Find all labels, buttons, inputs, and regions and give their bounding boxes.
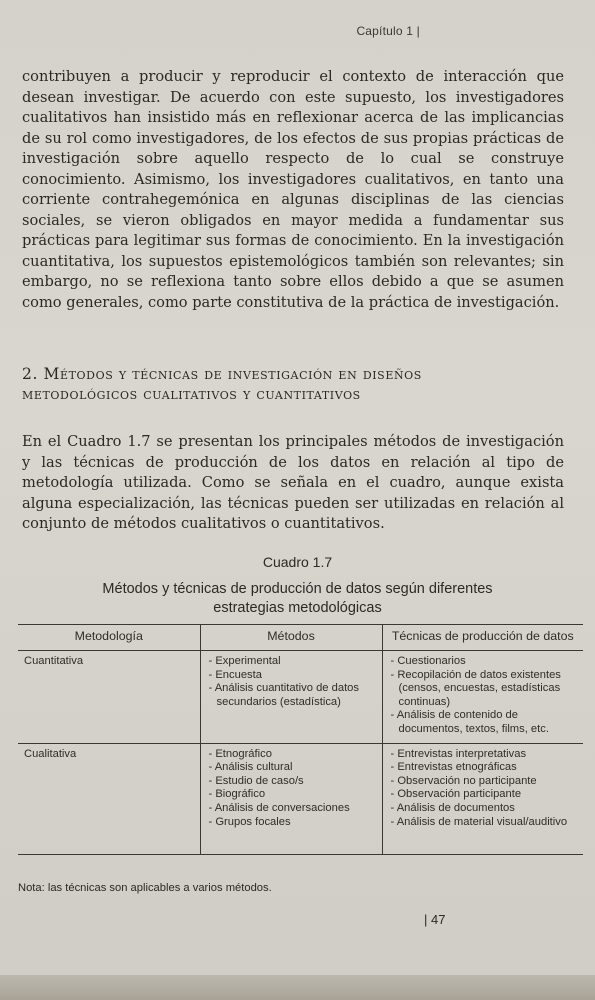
cell-techniques <box>382 743 583 854</box>
list-item: - Entrevistas interpretativas <box>390 747 527 760</box>
list-item: - Grupos focales <box>208 815 291 828</box>
cell-methods <box>200 743 382 854</box>
list-item: - Encuesta <box>208 668 262 681</box>
list-item: - Etnográfico <box>208 747 272 760</box>
list-item: - Observación participante <box>390 788 522 801</box>
table-number: Cuadro 1.7 <box>262 554 333 570</box>
table-header-row <box>18 625 583 651</box>
cell-methods <box>200 651 382 744</box>
cell-methodology: Cuantitativa <box>18 651 200 744</box>
list-item: - Recopilación de datos existentes (censos, encuestas, estadísticas continuas) <box>390 668 561 708</box>
page-number: | 47 <box>424 912 446 927</box>
header-methodology: Metodología <box>18 625 200 651</box>
list-item: - Cuestionarios <box>390 655 466 667</box>
table-note: Nota: las técnicas son aplicables a varios métodos. <box>18 882 272 894</box>
body-paragraph-1: contribuyen a producir y reproducir el contexto de interacción que desean investigar. De acuerdo con este supuesto, los investigadores cualitativos han insistido más en reflexionar acerca de las implicancias de su rol como investigadores, de los efectos de sus propias prácticas de investigación sobre aquello respecto de lo cual se construye conocimiento. Asimismo, los investigadores cualitativos, en tanto una corriente contrahegemónica en algunas disciplinas de las ciencias sociales, se vieron obligados en mayor medida a fundamentar sus prácticas para legitimar sus formas de conocimiento. En la investigación cuantitativa, los supuestos epistemológicos también son relevantes; sin embargo, no se reflexiona tanto sobre ellos debido a que se asumen como generales, como parte constitutiva de la práctica de investigación. <box>22 68 564 311</box>
list-item: - Análisis de documentos <box>390 801 515 814</box>
running-header: Capítulo 1 | <box>356 24 420 38</box>
list-item: - Análisis de material visual/auditivo <box>390 815 568 828</box>
list-item: - Biográfico <box>208 788 266 801</box>
list-item: - Análisis cultural <box>208 761 293 774</box>
page-edge <box>0 975 595 1000</box>
table-row <box>18 651 583 744</box>
section-heading: 2. Métodos y técnicas de investigación en diseños metodológicos cualitativos y cuantitativos <box>22 365 422 403</box>
cell-methodology: Cualitativa <box>18 743 200 854</box>
list-item: - Análisis de contenido de documentos, textos, films, etc. <box>390 709 549 735</box>
list-item: - Experimental <box>208 655 281 667</box>
table-row <box>18 743 583 854</box>
cell-techniques <box>382 651 583 744</box>
list-item: - Análisis cuantitativo de datos secundarios (estadística) <box>208 682 359 708</box>
table-title: Métodos y técnicas de producción de datos según diferentes estrategias metodológicas <box>102 581 493 616</box>
methods-table <box>18 624 583 855</box>
list-item: - Estudio de caso/s <box>208 774 304 787</box>
list-item: - Análisis de conversaciones <box>208 801 350 814</box>
body-paragraph-2: En el Cuadro 1.7 se presentan los principales métodos de investigación y las técnicas de producción de los datos en relación al tipo de metodología utilizada. Como se señala en el cuadro, aunque exista alguna especialización, las técnicas pueden ser utilizadas en relación al conjunto de métodos cualitativos o cuantitativos. <box>22 433 564 532</box>
header-methods: Métodos <box>200 625 382 651</box>
list-item: - Observación no participante <box>390 774 537 787</box>
list-item: - Entrevistas etnográficas <box>390 761 517 774</box>
header-techniques: Técnicas de producción de datos <box>382 625 583 651</box>
